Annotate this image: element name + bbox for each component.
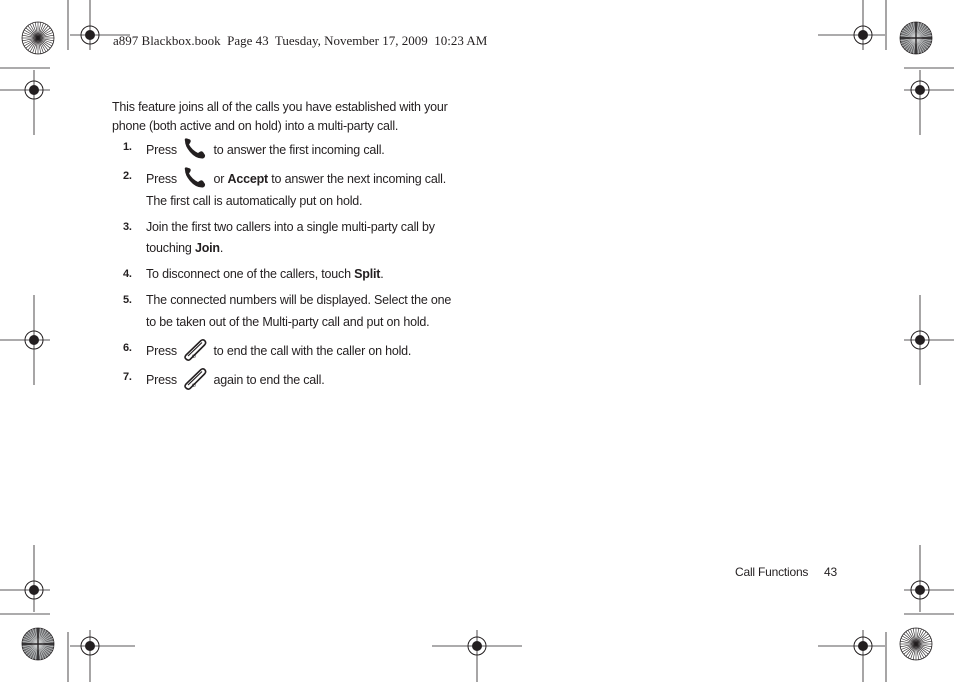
page-number: 43 — [824, 565, 837, 579]
footer-section-title: Call Functions — [735, 565, 809, 579]
step-3: 3. Join the first two callers into a single multi-party call by touching Join. — [123, 219, 435, 255]
step-2: 2. Press or Accept to answer the next incoming call. The first call is automatically put on hold. — [112, 166, 462, 212]
step-7: 7. Press ⏻ again to end the call. — [112, 367, 462, 392]
intro-paragraph: This feature joins all of the calls you have established with your phone (both active and on hold) into a multi-party call. — [112, 100, 448, 133]
gray-wheel-icon — [900, 22, 932, 54]
svg-text:⏻: ⏻ — [192, 382, 196, 389]
step-4: 4. To disconnect one of the callers, touch Split. — [123, 267, 384, 281]
starburst-mark-icon — [22, 22, 54, 54]
end-key-icon — [182, 338, 208, 362]
steps-list — [112, 137, 462, 396]
page-header: a897 Blackbox.book Page 43 Tuesday, November 17, 2009 10:23 AM — [113, 33, 488, 48]
starburst-mark-icon — [900, 628, 932, 660]
send-key-icon — [182, 137, 208, 161]
step-6: 6. Press ⏻ to end the call with the caller on hold. — [112, 338, 462, 363]
svg-text:⏻: ⏻ — [192, 353, 196, 360]
end-key-icon — [182, 367, 208, 391]
send-key-icon — [182, 166, 208, 190]
step-5: 5. The connected numbers will be displayed. Select the one to be taken out of the Multi-party call and put on hold. — [123, 293, 452, 329]
gray-wheel-icon — [22, 628, 54, 660]
step-1: 1. Press to answer the first incoming call. — [112, 137, 462, 162]
